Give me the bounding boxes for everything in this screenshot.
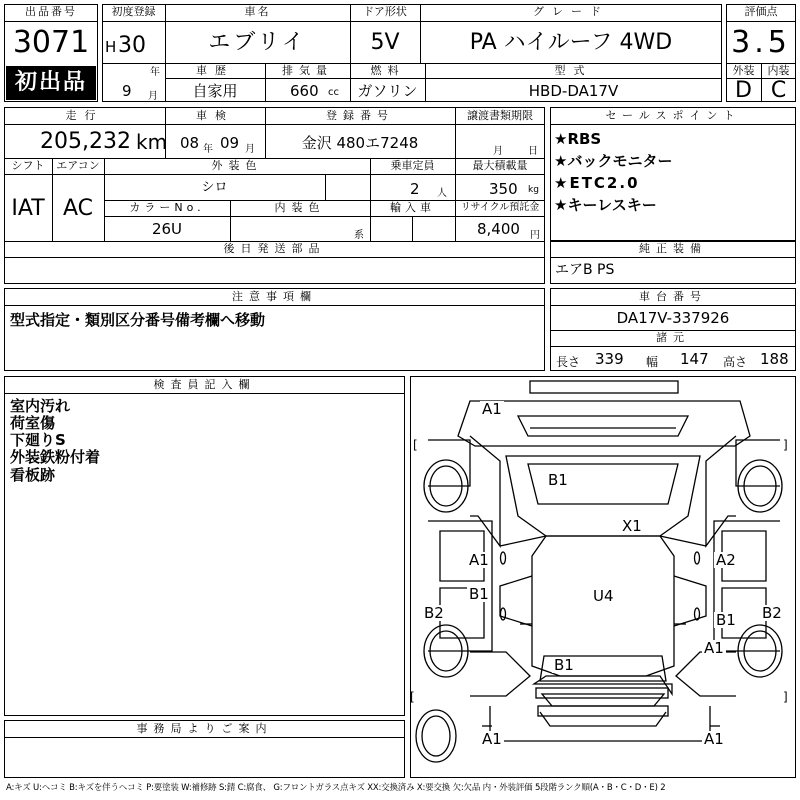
damage-mark-left-door: A1 [469, 551, 489, 569]
width: 147 [680, 350, 709, 368]
lot-no-label: 出品番号 [25, 5, 77, 18]
mileage-label: 走行 [65, 109, 104, 122]
chassis-number: DA17V-337926 [616, 309, 730, 327]
recycle-label: リサイクル預託金 [460, 202, 540, 213]
cc-unit: cc [328, 87, 339, 98]
mileage: 205,232 [40, 129, 131, 154]
transfer-day: 日 [528, 146, 538, 157]
month-unit: 月 [148, 91, 158, 102]
door-type: 5V [370, 30, 400, 55]
max-load: 350 [489, 180, 518, 198]
lot-number: 3071 [12, 25, 90, 60]
shift-label: シフト [11, 159, 45, 172]
fuel-label: 燃料 [370, 64, 405, 77]
fuel: ガソリン [357, 82, 418, 100]
damage-mark-right-rear: B1 [716, 611, 736, 629]
inspector-label: 検査員記入欄 [153, 378, 256, 391]
inspector-line: 外装鉄粉付着 [10, 448, 101, 466]
int-grade: C [770, 78, 787, 103]
year-unit: 年 [150, 67, 160, 78]
dims-label: 諸元 [656, 331, 690, 344]
inspection-month-unit: 月 [245, 144, 255, 155]
genuine-label: 純正装備 [639, 242, 707, 255]
damage-mark-left-quarter: B2 [424, 604, 444, 622]
inspection-month: 09 [220, 134, 240, 152]
width-label: 幅 [646, 355, 659, 369]
damage-mark-floor: U4 [593, 587, 614, 605]
damage-mark-front: A1 [482, 400, 502, 418]
era: H [105, 38, 117, 56]
car-name: エブリイ [208, 30, 307, 55]
first-listing-badge: 初出品 [6, 66, 96, 100]
length: 339 [595, 350, 624, 368]
ext-grade: D [735, 78, 752, 103]
interior-color-label: 内装色 [274, 201, 326, 214]
exterior-color-label: 外装色 [211, 159, 263, 172]
car-name-label: 車名 [244, 5, 271, 18]
max-load-unit: kg [528, 185, 539, 195]
height-label: 高さ [723, 355, 748, 369]
capacity: 2 [410, 180, 420, 198]
chassis-label: 車台番号 [639, 290, 707, 303]
transfer-month: 月 [493, 146, 503, 157]
notes-label: 注意事項欄 [232, 290, 317, 303]
shift: IAT [11, 196, 45, 221]
office-label: 事務局よりご案内 [136, 722, 273, 735]
damage-mark-right-panel: A1 [704, 639, 724, 657]
reg-no: 金沢 480エ7248 [301, 134, 419, 152]
length-label: 長さ [556, 355, 581, 369]
score: 3.5 [731, 25, 791, 60]
inspector-line: 荷室傷 [10, 414, 56, 432]
genuine-equipment: エアB PS [555, 262, 615, 278]
ac: AC [62, 196, 94, 221]
sales-point-item: ★RBS [554, 130, 602, 148]
model-label: 型式 [554, 64, 593, 77]
exterior-color: シロ [201, 180, 228, 195]
inspector-box [4, 376, 405, 716]
model: HBD-DA17V [528, 82, 619, 100]
history: 自家用 [192, 82, 238, 100]
damage-mark-rear-gate: B1 [554, 656, 574, 674]
ext-label: 外装 [732, 64, 755, 77]
damage-mark-roof: B1 [548, 471, 568, 489]
capacity-label: 乗車定員 [390, 159, 435, 172]
damage-mark-bumper-right: A1 [704, 730, 724, 748]
sales-point-item: ★キーレスキー [554, 196, 657, 214]
height: 188 [760, 350, 789, 368]
capacity-unit: 人 [437, 188, 447, 199]
inspector-line: 看板跡 [10, 466, 56, 484]
interior-color-suffix: 系 [354, 230, 364, 241]
notes-text: 型式指定・類別区分番号備考欄へ移動 [10, 311, 266, 329]
inspector-line: 室内汚れ [10, 397, 71, 415]
inspection-label: 車検 [196, 109, 234, 122]
history-label: 車歴 [196, 64, 234, 77]
displacement-label: 排気量 [282, 64, 333, 77]
reg-year: 30 [118, 33, 146, 58]
sales-points-label: セールスポイント [605, 109, 741, 122]
ac-label: エアコン [56, 159, 100, 172]
sales-point-item: ★ETC2.0 [554, 174, 640, 192]
color-no: 26U [151, 220, 183, 238]
reg-no-label: 登録番号 [326, 109, 394, 122]
sales-point-item: ★バックモニター [554, 152, 673, 170]
recycle-fee: 8,400 [477, 220, 520, 238]
grade-label: グレード [533, 5, 609, 18]
max-load-label: 最大積載量 [472, 159, 528, 172]
damage-mark-right-quarter: B2 [762, 604, 782, 622]
damage-mark-right-door: A2 [716, 551, 736, 569]
damage-mark-cargo-top: X1 [622, 517, 642, 535]
transfer-label: 譲渡書類期限 [467, 109, 533, 122]
damage-mark-bumper-left: A1 [482, 730, 502, 748]
legend: A:キズ U:ヘコミ B:キズを伴うヘコミ P:要塗装 W:補修跡 S:錆 C:腐食、 G:フロントガラス点キズ XX:交換済み X:要交換 欠:欠品 内・外装評価 5段階ランク順(A・B・C・D・E) 2 [6, 783, 666, 793]
int-label: 内装 [767, 64, 790, 77]
car-outline-diagram [410, 376, 796, 778]
displacement: 660 [290, 82, 319, 100]
inspection-year-unit: 年 [203, 144, 213, 155]
door-label: ドア形状 [363, 5, 407, 18]
yen-unit: 円 [530, 230, 540, 241]
inspection-year: 08 [180, 134, 200, 152]
inspector-line: 下廻りS [10, 431, 66, 449]
first-reg-label: 初度登録 [111, 5, 156, 18]
score-label: 評価点 [744, 5, 778, 18]
reg-month: 9 [122, 82, 132, 100]
grade: PA ハイルーフ 4WD [469, 30, 673, 55]
import-label: 輸入車 [390, 201, 435, 214]
damage-mark-left-rear: B1 [469, 585, 489, 603]
km-unit: km [136, 130, 168, 154]
color-no-label: カラーNo. [129, 201, 205, 214]
later-parts-label: 後日発送部品 [223, 242, 326, 255]
